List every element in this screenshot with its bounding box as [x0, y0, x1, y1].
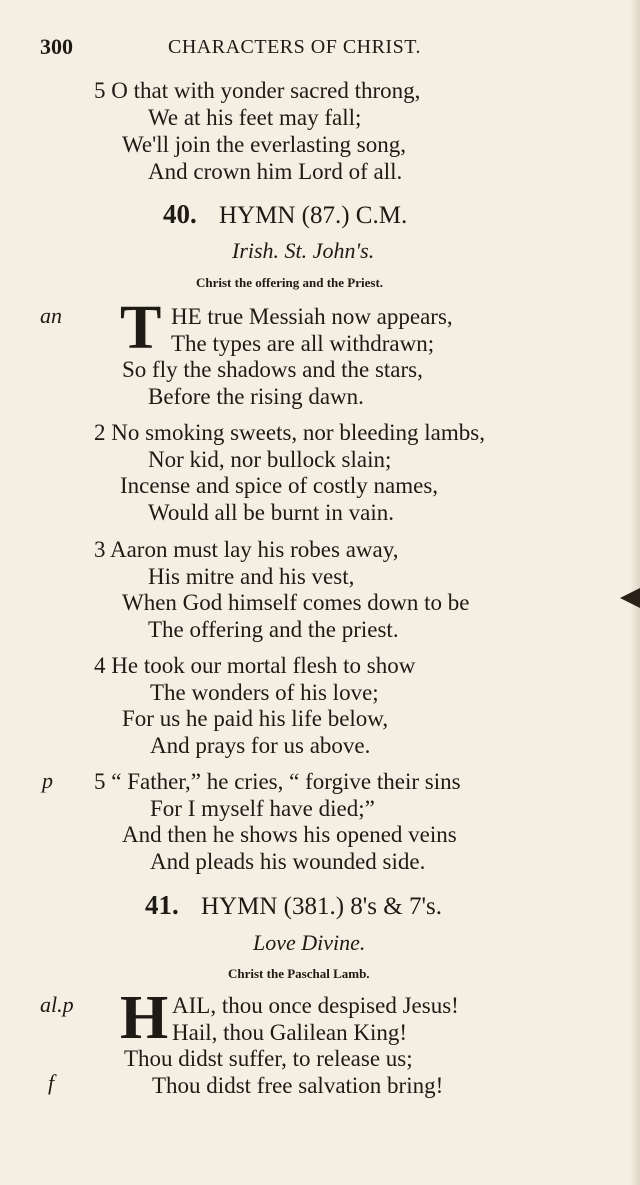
verse-line: 2 No smoking sweets, nor bleeding lambs,: [94, 420, 485, 445]
hymn-41-title: HYMN (381.) 8's & 7's.: [201, 893, 442, 920]
verse-line: 4 He took our mortal flesh to show: [94, 653, 416, 678]
verse-line: The types are all withdrawn;: [171, 331, 435, 356]
verse-line: His mitre and his vest,: [148, 564, 355, 589]
verse-line: Hail, thou Galilean King!: [172, 1020, 408, 1045]
prev-verse-line: 5 O that with yonder sacred throng,: [94, 78, 421, 103]
page-number: 300: [40, 34, 73, 59]
hymn-41-tune: Love Divine.: [253, 930, 366, 955]
hymn-41-subject: Christ the Paschal Lamb.: [228, 966, 370, 981]
hymn-41-margin-note: al.p: [40, 992, 74, 1017]
verse-line: 5 “ Father,” he cries, “ forgive their sins: [94, 769, 461, 794]
hymn-40-drop-cap: T: [120, 294, 162, 362]
verse-line: For us he paid his life below,: [122, 706, 389, 731]
verse-line: When God himself comes down to be: [122, 590, 470, 615]
ink-blot: [620, 588, 640, 608]
verse-line: HE true Messiah now appears,: [171, 304, 453, 329]
hymn-40-verse5-margin-note: p: [42, 768, 53, 793]
verse-line: Thou didst free salvation bring!: [152, 1073, 444, 1098]
hymn-41-margin-note-2: f: [48, 1070, 55, 1095]
verse-line: And pleads his wounded side.: [150, 849, 426, 874]
hymn-40-title: HYMN (87.) C.M.: [219, 202, 408, 229]
verse-line: Nor kid, nor bullock slain;: [148, 447, 392, 472]
hymn-40-tune: Irish. St. John's.: [232, 238, 375, 263]
verse-line: For I myself have died;”: [150, 796, 375, 821]
verse-line: AIL, thou once despised Jesus!: [172, 993, 459, 1018]
hymn-40-subject: Christ the offering and the Priest.: [196, 275, 384, 290]
verse-line: Before the rising dawn.: [148, 384, 364, 409]
verse-line: So fly the shadows and the stars,: [122, 357, 423, 382]
hymn-41-number: 41.: [145, 890, 179, 920]
verse-line: The offering and the priest.: [148, 617, 399, 642]
verse-line: Thou didst suffer, to release us;: [124, 1046, 413, 1071]
verse-line: And then he shows his opened veins: [122, 822, 457, 847]
verse-line: Would all be burnt in vain.: [148, 500, 394, 525]
prev-verse-line: We'll join the everlasting song,: [122, 132, 406, 157]
running-title: CHARACTERS OF CHRIST.: [168, 36, 421, 58]
hymn-40-margin-note: an: [40, 303, 62, 328]
verse-line: And prays for us above.: [150, 733, 371, 758]
hymn-40-number: 40.: [163, 199, 197, 229]
hymn-41-heading: [145, 890, 442, 921]
hymn-41-drop-cap: H: [120, 984, 169, 1052]
prev-verse-line: And crown him Lord of all.: [148, 159, 403, 184]
verse-line: The wonders of his love;: [150, 680, 379, 705]
verse-line: Incense and spice of costly names,: [120, 473, 439, 498]
verse-line: 3 Aaron must lay his robes away,: [94, 537, 399, 562]
hymn-40-heading: [163, 199, 407, 230]
prev-verse-line: We at his feet may fall;: [148, 105, 362, 130]
